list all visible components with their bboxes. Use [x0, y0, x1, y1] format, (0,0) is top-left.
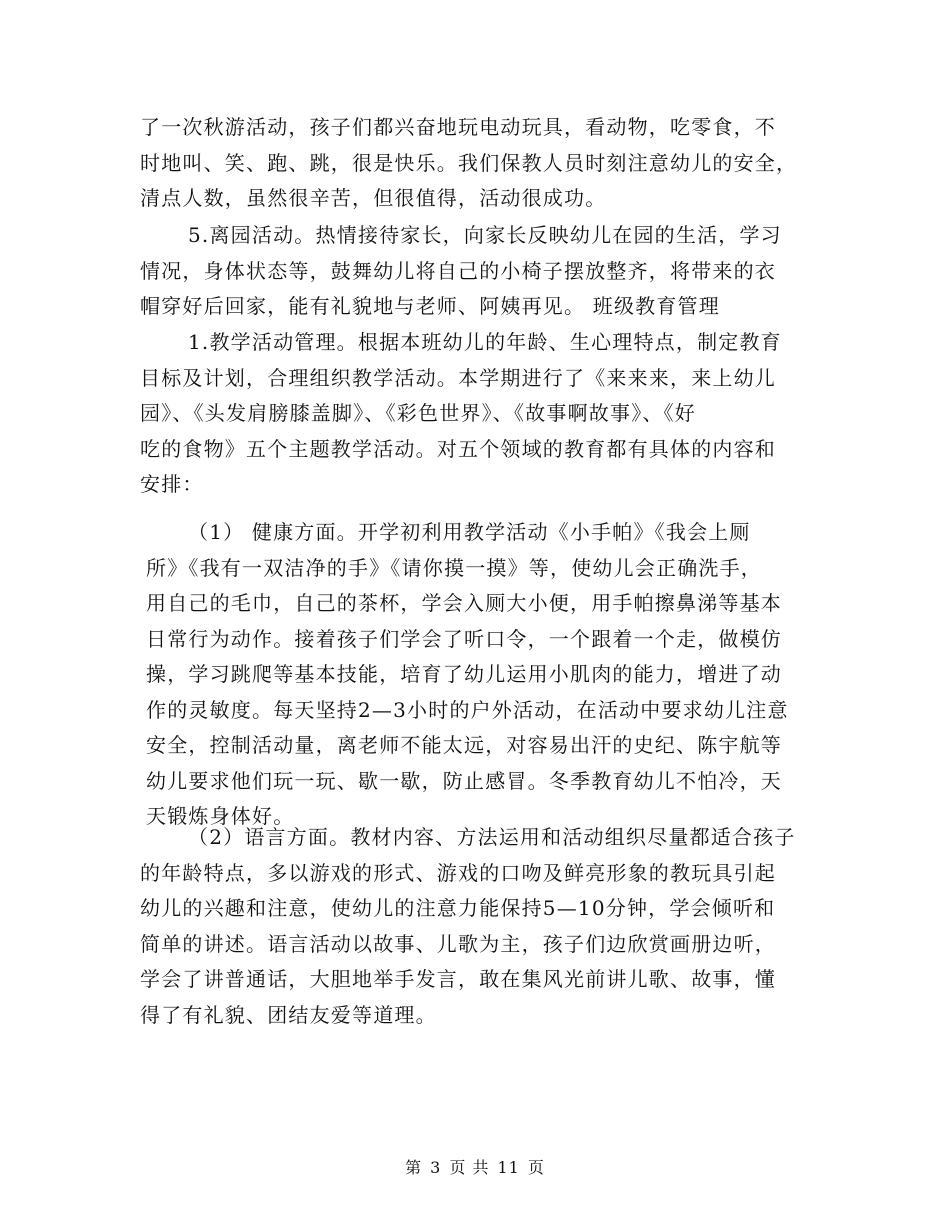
text-line: 简单的讲述。语言活动以故事、儿歌为主，孩子们边欣赏画册边听， [140, 931, 776, 956]
text-line: 情况，身体状态等，鼓舞幼儿将自己的小椅子摆放整齐，将带来的衣 [140, 258, 776, 283]
text-line: 吃的食物》五个主题教学活动。对五个领域的教育都有具体的内容和 [140, 436, 776, 461]
text-line: 学会了讲普通话，大胆地举手发言，敢在集风光前讲儿歌、故事，懂 [140, 967, 776, 991]
footer-total-pages: 11 [497, 1158, 520, 1177]
text-line: 安排： [140, 472, 204, 496]
text-line: 作的灵敏度。每天坚持2—3小时的户外活动，在活动中要求幼儿注意 [146, 697, 789, 722]
text-line: 5.离园活动。热情接待家长，向家长反映幼儿在园的生活，学习 [188, 223, 782, 247]
text-line: 目标及计划，合理组织教学活动。本学期进行了《来来来，来上幼儿 [140, 365, 776, 390]
footer-prefix: 第 [405, 1158, 423, 1177]
text-line: 日常行为动作。接着孩子们学会了听口令，一个跟着一个走，做模仿 [146, 626, 782, 651]
footer-suffix: 页 [527, 1158, 545, 1177]
page-footer [0, 1155, 950, 1178]
text-line: 得了有礼貌、团结友爱等道理。 [140, 1002, 437, 1027]
text-line: 安全，控制活动量，离老师不能太远，对容易出汗的史纪、陈宇航等 [146, 733, 782, 757]
text-line: 的年龄特点，多以游戏的形式、游戏的口吻及鲜亮形象的教玩具引起 [140, 860, 776, 885]
text-line: 帽穿好后回家，能有礼貌地与老师、阿姨再见。 班级教育管理 [140, 294, 720, 318]
text-line: 清点人数，虽然很辛苦，但很值得，活动很成功。 [140, 186, 607, 210]
text-line: 所》《我有一双洁净的手》《请你摸一摸》等，使幼儿会正确洗手， [146, 555, 762, 580]
text-line: 幼儿要求他们玩一玩、歇一歇，防止感冒。冬季教育幼儿不怕冷，天 [146, 768, 782, 793]
text-line: 1.教学活动管理。根据本班幼儿的年龄、生心理特点，制定教育 [188, 330, 782, 354]
text-line: 用自己的毛巾，自己的茶杯，学会入厕大小便，用手帕擦鼻涕等基本 [146, 591, 782, 615]
text-line: （1） 健康方面。开学初利用教学活动《小手帕》《我会上厕 [188, 520, 751, 544]
text-line: 了一次秋游活动，孩子们都兴奋地玩电动玩具，看动物，吃零食，不 [140, 115, 776, 139]
text-line: 幼儿的兴趣和注意，使幼儿的注意力能保持5—10分钟，学会倾听和 [140, 896, 776, 920]
text-line: （2）语言方面。教材内容、方法运用和活动组织尽量都适合孩子 [188, 825, 796, 849]
footer-mid: 页 共 [449, 1158, 490, 1177]
text-line: 操，学习跳爬等基本技能，培育了幼儿运用小肌肉的能力，增进了动 [146, 662, 782, 686]
text-line: 天锻炼身体好。 [146, 804, 295, 828]
text-line: 园》、《头发肩膀膝盖脚》、《彩色世界》、《故事啊故事》、《好 [140, 401, 696, 425]
text-line: 时地叫、笑、跑、跳，很是快乐。我们保教人员时刻注意幼儿的安全， [140, 150, 798, 175]
footer-page-number: 3 [430, 1158, 442, 1177]
